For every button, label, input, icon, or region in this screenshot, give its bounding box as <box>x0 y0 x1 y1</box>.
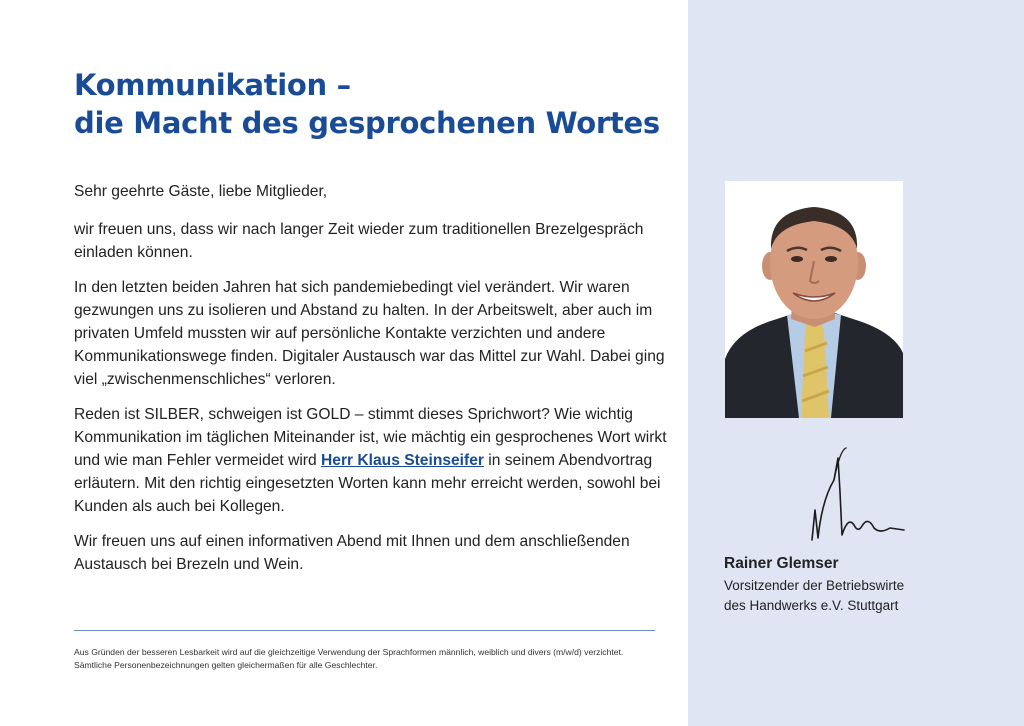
title-line-1: Kommunikation – <box>74 68 351 102</box>
signatory-name: Rainer Glemser <box>724 555 839 572</box>
paragraph-intro: wir freuen uns, dass wir nach langer Zeit wieder zum traditionellen Brezelgespräch einladen können. <box>74 221 644 261</box>
paragraph-closing: Wir freuen uns auf einen informativen Abend mit Ihnen und dem anschließenden Austausch bei Brezeln und Wein. <box>74 533 630 573</box>
signature <box>800 440 920 550</box>
signatory-role-line-2: des Handwerks e.V. Stuttgart <box>724 598 899 613</box>
portrait-illustration <box>725 181 903 418</box>
signatory-role <box>724 576 954 616</box>
letter-body <box>74 180 674 588</box>
paragraph-speaker <box>74 403 674 518</box>
page-title <box>74 66 660 142</box>
speaker-link[interactable]: Herr Klaus Steinseifer <box>321 452 484 469</box>
paragraph-pandemic: In den letzten beiden Jahren hat sich pandemiebedingt viel verändert. Wir waren gezwungen uns zu isolieren und Abstand zu halten. In der Arbeitswelt, aber auch im privaten Umfeld mussten wir auf persönliche Kontakte verzichten und andere Kommunikationswege finden. Digitaler Austausch war das Mittel zur Wahl. Dabei ging viel „zwischenmenschliches“ verloren. <box>74 279 665 388</box>
footnote-line-2: Sämtliche Personenbezeichnungen gelten gleichermaßen für alle Geschlechter. <box>74 660 378 670</box>
signatory-role-line-1: Vorsitzender der Betriebswirte <box>724 578 905 593</box>
portrait-photo <box>725 181 903 418</box>
footnote-line-1: Aus Gründen der besseren Lesbarkeit wird auf die gleichzeitige Verwendung der Sprachformen männlich, weiblich und divers (m/w/d) verzichtet. <box>74 647 624 657</box>
paragraph-speaker-text-1: Reden ist SILBER, schweigen ist GOLD – stimmt dieses Sprichwort? Wie wichtig Kommunikation im täglichen Miteinander ist, wie mächtig ein gesprochenes Wort wirkt und wie man Fehler vermeidet wird <box>74 406 667 469</box>
footer-divider <box>74 630 655 631</box>
paragraph-speaker-text-2: in seinem Abendvortrag erläutern. Mit den richtig eingesetzten Worten kann mehr erreicht werden, sowohl bei Kunden als auch bei Kollegen. <box>74 452 661 515</box>
greeting: Sehr geehrte Gäste, liebe Mitglieder, <box>74 183 328 200</box>
title-line-2: die Macht des gesprochenen Wortes <box>74 106 660 140</box>
footnote <box>74 646 674 672</box>
